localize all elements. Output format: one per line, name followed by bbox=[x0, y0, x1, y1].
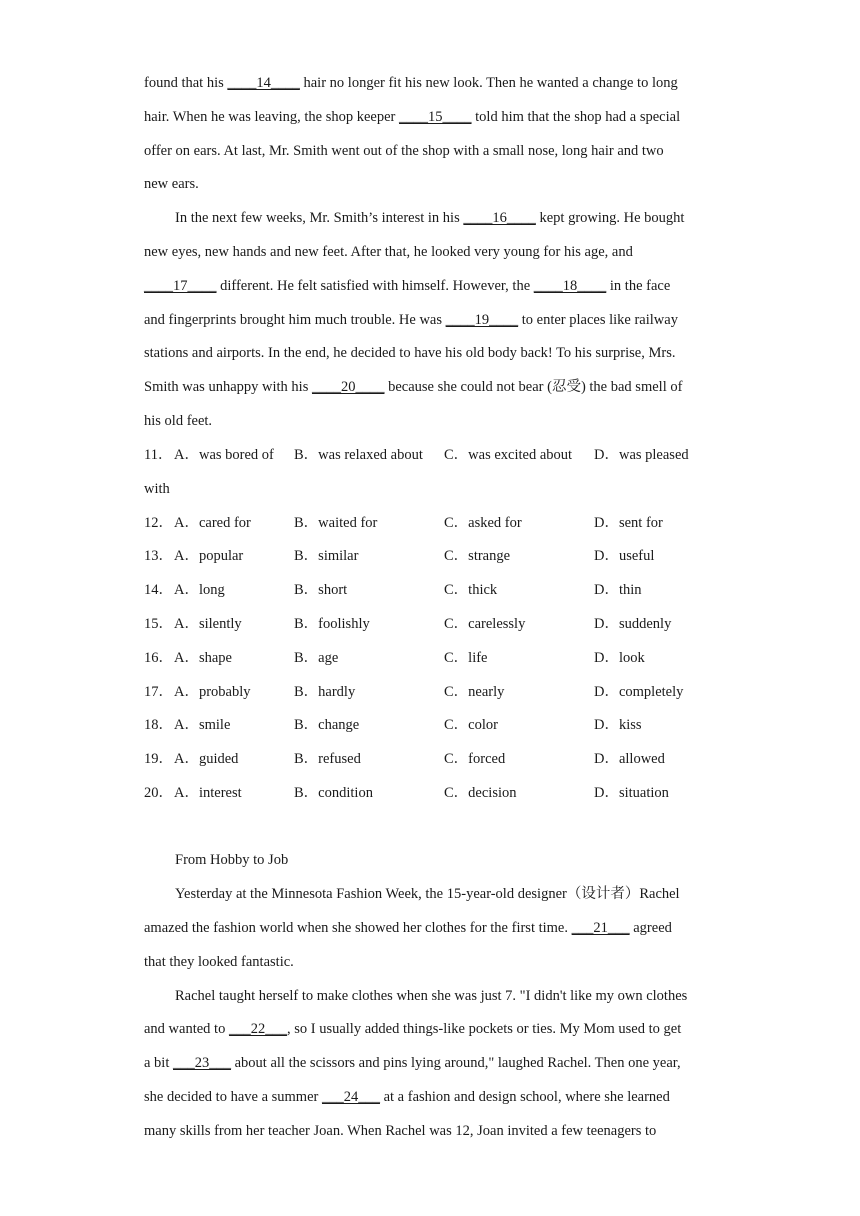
passage-line: many skills from her teacher Joan. When Rachel was 12, Joan invited a few teenagers to bbox=[144, 1123, 657, 1139]
option-c[interactable]: C．decision bbox=[444, 785, 517, 801]
option-b[interactable]: B．refused bbox=[294, 751, 361, 767]
passage-line: and wanted to ___22___, so I usually added things-like pockets or ties. My Mom used to get bbox=[144, 1021, 682, 1037]
question-number: 11． bbox=[144, 447, 173, 463]
option-a[interactable]: A．cared for bbox=[174, 515, 251, 531]
option-b[interactable]: B．age bbox=[294, 650, 339, 666]
question-number: 17． bbox=[144, 684, 173, 700]
option-b[interactable]: B．condition bbox=[294, 785, 373, 801]
passage-line: and fingerprints brought him much trouble. He was ____19____ to enter places like railway bbox=[144, 312, 678, 328]
passage-line: found that his ____14____ hair no longer fit his new look. Then he wanted a change to long bbox=[144, 75, 678, 91]
blank-19: ____19____ bbox=[445, 312, 519, 328]
option-d[interactable]: D．was pleased bbox=[594, 447, 689, 463]
passage-line: amazed the fashion world when she showed her clothes for the first time. ___21___ agreed bbox=[144, 920, 672, 936]
question-number: 19． bbox=[144, 751, 173, 767]
option-c[interactable]: C．strange bbox=[444, 548, 511, 564]
blank-24: ___24___ bbox=[321, 1089, 380, 1105]
option-a[interactable]: A．shape bbox=[174, 650, 232, 666]
question-number: 14． bbox=[144, 582, 173, 598]
option-c[interactable]: C．forced bbox=[444, 751, 506, 767]
option-d-continued: with bbox=[144, 481, 170, 497]
passage-line: new ears. bbox=[144, 176, 199, 192]
option-c[interactable]: C．life bbox=[444, 650, 488, 666]
option-a[interactable]: A．was bored of bbox=[174, 447, 274, 463]
option-d[interactable]: D．thin bbox=[594, 582, 642, 598]
option-a[interactable]: A．popular bbox=[174, 548, 244, 564]
passage-line: that they looked fantastic. bbox=[144, 954, 294, 970]
question-number: 20． bbox=[144, 785, 173, 801]
option-a[interactable]: A．guided bbox=[174, 751, 239, 767]
passage-line: she decided to have a summer ___24___ at a fashion and design school, where she learned bbox=[144, 1089, 670, 1105]
passage-title: From Hobby to Job bbox=[175, 852, 289, 868]
blank-17: ____17____ bbox=[144, 278, 217, 294]
option-d[interactable]: D．look bbox=[594, 650, 645, 666]
blank-15: ____15____ bbox=[399, 109, 472, 125]
option-c[interactable]: C．was excited about bbox=[444, 447, 573, 463]
option-d[interactable]: D．situation bbox=[594, 785, 669, 801]
option-d[interactable]: D．suddenly bbox=[594, 616, 672, 632]
option-c[interactable]: C．nearly bbox=[444, 684, 505, 700]
blank-20: ____20____ bbox=[311, 379, 385, 395]
option-a[interactable]: A．silently bbox=[174, 616, 242, 632]
blank-22: ___22___ bbox=[228, 1021, 287, 1037]
blank-18: ____18____ bbox=[533, 278, 607, 294]
question-number: 16． bbox=[144, 650, 173, 666]
question-number: 15． bbox=[144, 616, 173, 632]
option-b[interactable]: B．change bbox=[294, 717, 360, 733]
passage-line: new eyes, new hands and new feet. After that, he looked very young for his age, and bbox=[144, 244, 633, 260]
passage-line: a bit ___23___ about all the scissors and pins lying around," laughed Rachel. Then one year, bbox=[144, 1055, 681, 1071]
blank-21: ___21___ bbox=[571, 920, 630, 936]
option-c[interactable]: C．thick bbox=[444, 582, 498, 598]
option-b[interactable]: B．hardly bbox=[294, 684, 356, 700]
blank-16: ____16____ bbox=[463, 210, 536, 226]
option-a[interactable]: A．smile bbox=[174, 717, 231, 733]
option-d[interactable]: D．useful bbox=[594, 548, 655, 564]
passage-line: In the next few weeks, Mr. Smith’s interest in his ____16____ kept growing. He bought bbox=[175, 210, 685, 226]
option-c[interactable]: C．color bbox=[444, 717, 498, 733]
option-d[interactable]: D．sent for bbox=[594, 515, 663, 531]
passage-line: ____17____ different. He felt satisfied with himself. However, the ____18____ in the face bbox=[144, 278, 671, 294]
passage-line: Yesterday at the Minnesota Fashion Week, the 15-year-old designer（设计者）Rachel bbox=[175, 886, 680, 902]
option-b[interactable]: B．short bbox=[294, 582, 348, 598]
option-b[interactable]: B．similar bbox=[294, 548, 359, 564]
passage-line: hair. When he was leaving, the shop keeper ____15____ told him that the shop had a special bbox=[144, 109, 681, 125]
option-b[interactable]: B．foolishly bbox=[294, 616, 370, 632]
passage-line: stations and airports. In the end, he decided to have his old body back! To his surprise, Mrs. bbox=[144, 345, 676, 361]
option-b[interactable]: B．waited for bbox=[294, 515, 378, 531]
blank-23: ___23___ bbox=[173, 1055, 231, 1071]
passage-line: Smith was unhappy with his ____20____ because she could not bear (忍受) the bad smell of bbox=[144, 379, 683, 395]
option-c[interactable]: C．asked for bbox=[444, 515, 522, 531]
passage-line: Rachel taught herself to make clothes when she was just 7. "I didn't like my own clothes bbox=[175, 988, 688, 1004]
question-number: 18． bbox=[144, 717, 173, 733]
passage-line: offer on ears. At last, Mr. Smith went out of the shop with a small nose, long hair and two bbox=[144, 143, 664, 159]
option-a[interactable]: A．probably bbox=[174, 684, 251, 700]
option-b[interactable]: B．was relaxed about bbox=[294, 447, 423, 463]
option-a[interactable]: A．interest bbox=[174, 785, 242, 801]
passage-line: his old feet. bbox=[144, 413, 213, 429]
option-c[interactable]: C．carelessly bbox=[444, 616, 526, 632]
option-a[interactable]: A．long bbox=[174, 582, 225, 598]
question-number: 13． bbox=[144, 548, 173, 564]
question-number: 12． bbox=[144, 515, 173, 531]
option-d[interactable]: D．completely bbox=[594, 684, 684, 700]
blank-14: ____14____ bbox=[227, 75, 300, 91]
option-d[interactable]: D．kiss bbox=[594, 717, 642, 733]
option-d[interactable]: D．allowed bbox=[594, 751, 665, 767]
